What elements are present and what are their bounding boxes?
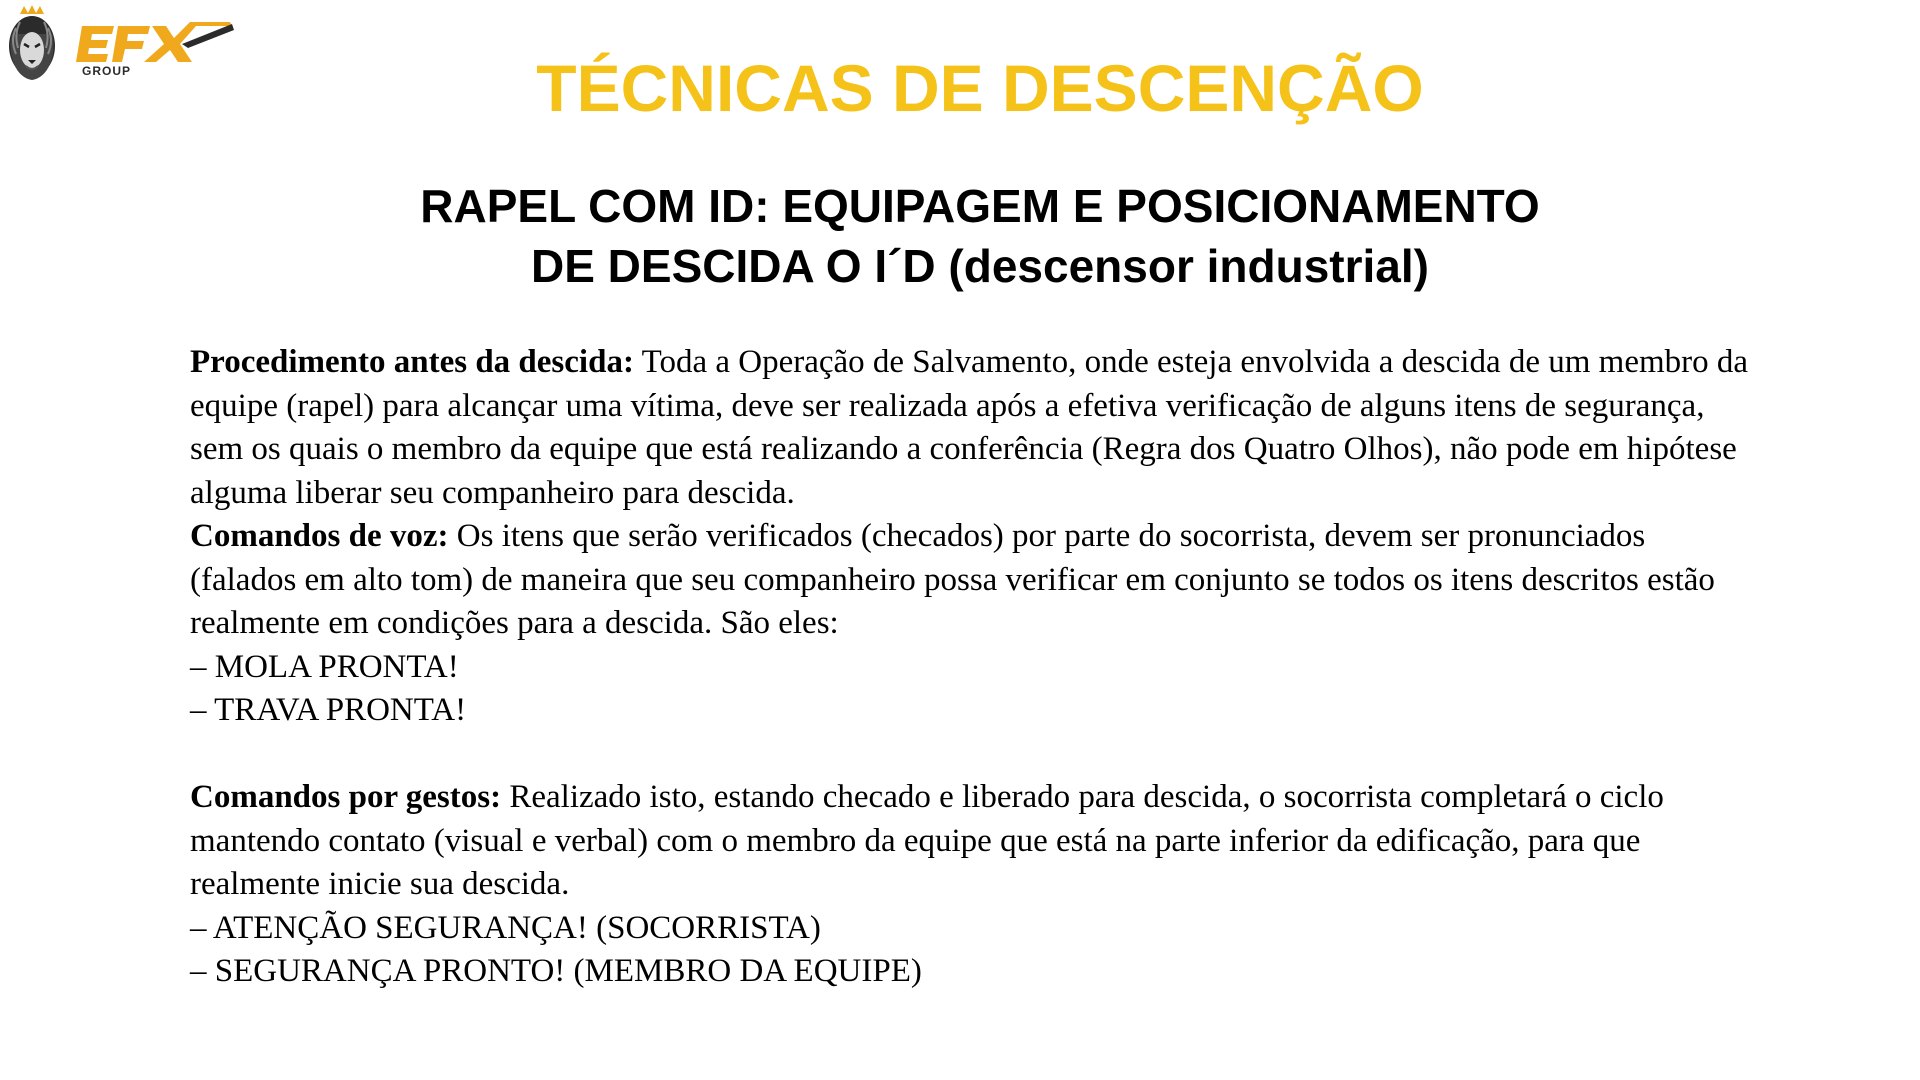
body-text [190,341,1750,994]
label-procedimento: Procedimento antes da descida: [190,344,634,380]
text-comandos-voz: Os itens que serão verificados (checados) por parte do socorrista, devem ser pronunciados (falados em alto tom) de maneira que seu companheiro possa verificar em conjunto se todos os itens descritos estão realmente em condições para a descida. São eles: [190,518,1715,641]
list-item: – SEGURANÇA PRONTO! (MEMBRO DA EQUIPE) [190,953,922,989]
paragraph-procedimento [190,341,1750,515]
label-comandos-voz: Comandos de voz: [190,518,449,554]
logo-tagline: GROUP [82,64,132,78]
text-comandos-gestos: Realizado isto, estando checado e liberado para descida, o socorrista completará o ciclo mantendo contato (visual e verbal) com o membro da equipe que está na parte inferior da edificação, para que realmente inicie sua descida. [190,779,1664,902]
paragraph-comandos-voz [190,515,1750,646]
label-comandos-gestos: Comandos por gestos: [190,779,502,815]
list-item: – ATENÇÃO SEGURANÇA! (SOCORRISTA) [190,909,821,946]
paragraph-comandos-gestos [190,776,1750,907]
page-title: TÉCNICAS DE DESCENÇÃO [536,51,1424,125]
list-item: – MOLA PRONTA! [190,648,459,685]
subtitle-line-2: DE DESCIDA O I´D (descensor industrial) [531,240,1429,292]
subtitle-line-1: RAPEL COM ID: EQUIPAGEM E POSICIONAMENTO [420,180,1540,232]
list-item: – TRAVA PRONTA! [190,692,467,728]
paragraph-spacer [190,733,1750,777]
page-subtitle [0,176,1920,296]
text-procedimento: Toda a Operação de Salvamento, onde esteja envolvida a descida de um membro da equipe (rapel) para alcançar uma vítima, deve ser realizada após a efetiva verificação de alguns itens de segurança, sem os quais o membro da equipe que está realizando a conferência (Regra dos Quatro Olhos), não pode em hipótese alguma liberar seu companheiro para descida. [190,344,1749,511]
